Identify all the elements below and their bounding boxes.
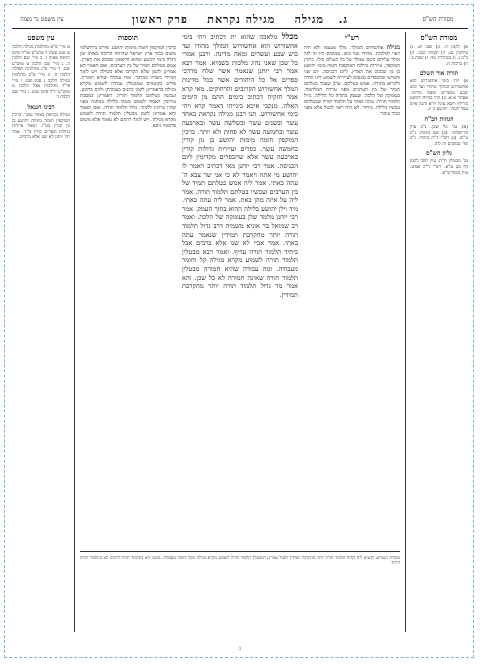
tosafot-column: [80, 32, 176, 547]
right-margin-sub3: גליון הש"ס: [426, 150, 452, 158]
gemara-text-block: [182, 32, 298, 547]
header-chapter: פרק ראשון: [131, 12, 188, 26]
left-margin-sub: רבינו חננאל: [27, 103, 55, 111]
tosafot-title: תוספות: [118, 33, 138, 42]
right-margin-sub2: הגהות הב"ח: [424, 115, 454, 123]
gemara-lead: מכלל: [281, 32, 298, 41]
page-header: [12, 10, 468, 29]
right-margin-title: מסורת הש"ס: [420, 33, 458, 42]
right-margin-text4: גמ' מבטלין ת"ת. עיין תוס' לקמן דף כט ע"א. רש"י ד"ה אמש. עיין במהרש"א.: [410, 159, 468, 176]
rashi-column: [304, 32, 400, 547]
divider-footnotes: [80, 551, 400, 552]
gemara-text: מלאכה שהוא ית דכתיב ויהי בימי אחשורוש הוא אחשורוש המולך מהודו ועד כוש שבע ועשרים ומאה מדינה. ורבנן אמרי כל שכן שאני נהיג מלכות בשמיא. אמר רבא אמר רבי יוחנן שנאמר אשר שלח מרדכי ספרים אל כל היהודים אשר בכל מדינות המלך אחשורוש הקרובים והרחוקים. מאי קרא אמר חזקיה דכתיב בימים ההם מן הימים האלה. מנקבי איכא בינייהו דאמר קרא ויהי בימי אחשורוש. תנו רבנן מגילה נקראת באחד עשר ובשנים עשר ובשלשה עשר ובארבעה עשר ובחמשה עשר לא פחות ולא יותר. כרכין המוקפין חומה מימות יהושע בן נון קורין בחמשה עשר. כפרים ועיירות גדולות קורין בארבעה עשר אלא שהכפרים מקדימין ליום הכניסה. אמר רבי יוחנן מאי דכתיב ויאמר לו יהושע מי אתה ויאמר לא כי אני שר צבא ה' עתה באתי. אמר ליה אמש בטלתם תמיד של בין הערבים ועכשיו בטלתם תלמוד תורה. אמר ליה על איזה מהן באת. אמר ליה עתה באתי. מיד וילן יהושע בלילה ההוא בתוך העמק. אמר רבי יוחנן מלמד שלן בעומקה של הלכה. ואמר רב שמואל בר אוניא משמיה דרב גדול תלמוד תורה יותר מהקרבת תמידין שנאמר עתה באתי. אמר אביי לא שנו אלא ברבים אבל ביחיד תלמוד תורה עדיף. ואמר רבא מבטלין תלמוד תורה לשמוע מקרא מגילה קל וחומר מעבודה. ומה עבודה שהיא חמורה מבטלין תלמוד תורה שאינה חמורה לא כל שכן. והא אמר מר גדול תלמוד תורה יותר מהקרבת תמידין.: [182, 33, 298, 299]
header-left-label: עין משפט נר מצוה: [20, 15, 64, 23]
divider-right: [405, 32, 406, 632]
header-title-block: [72, 13, 408, 26]
header-page-label: ג.: [338, 12, 349, 26]
tosafot-text: כרכין המוקפין חומה מימות יהושע. פירש בירושלמי משום כבוד ארץ ישראל שהיתה חריבה באותו זמן ותלה בימי יהושע שהוא הראשון שכבש את הארץ. אמש בטלתם תמיד של בין הערבים. ואם תאמר הא אמרינן לקמן שלא הקריבו אלא בשילה ויש לומר דמיירי כשהיו במדבר. ומה עבודה שהיא חמורה. פירש בקונטרס שמבטלין עבודה לשמוע מקרא מגילה כדאמרינן לקמן כהנים בעבודתן ולוים בדוכנן. ועכשיו בטלתם תלמוד תורה. דאמרינן במסכת עירובין דאסור לשמש מטתו בלילה במחנה מפני שהיו צריכין ללמוד. גדול תלמוד תורה. ואם תאמר והא אמרינן לקמן מבטלין תלמוד תורה לשמוע מקרא מגילה. ויש לומר דהתם לא נאמר אלא משום פרסומי ניסא.: [80, 45, 176, 129]
page-number: ג: [239, 646, 241, 652]
footnotes-text: מסורת הגמרא: וקשיא ליה דגדול תלמוד תורה יותר מהקרבת תמידין ולעיל אמרינן דמבטלין תלמוד תורה לשמוע מקרא מגילה מקל וחומר מעבודה. ומשני הא בתלמוד תורה דרבים הא בתלמוד תורה דיחיד.: [80, 555, 400, 566]
right-margin-text3: (א) גמ' כל שכן. נ"ב עיין בירושלמי. (ב) שם בימות. נ"ב ע"ש. (ג) רש"י ד"ה מהודו. נ"ב ופי' סמוכים זה לזה.: [410, 124, 468, 147]
header-tractate: מגילה: [294, 12, 325, 26]
footnotes-block: [80, 555, 400, 633]
left-margin-title: עין משפט: [27, 33, 55, 42]
rashi-title: רש"י: [345, 33, 359, 42]
talmud-page: [12, 10, 468, 654]
right-margin-sub: תורה אור השלם: [419, 70, 459, 78]
header-title: מגילה נקראת: [207, 12, 276, 26]
rashi-lead: מגילה: [386, 44, 400, 51]
right-margin: [410, 32, 468, 632]
header-right-label: מסורת הש"ס: [422, 15, 454, 23]
rashi-text: אחשורוש המולך. מלך מעצמו ולא היה ראוי למלכות. מהודו ועד כוש. סמוכים היו זה לזה ומלך עליהם כשם שמלך על כל העולם כולו. כרכין המוקפין. עיירות גדולות המוקפות חומה מימי יהושע בן נון שכבש את הארץ. ליום הכניסה. יום שני וחמישי שהכפרים נכנסים לעיירות לשמוע דיני תורה ולקרוא בתורה. אמש בטלתם. ערב שעבר בטלתם תמיד של בין הערבים מפני טרדת המלחמה. בעומקה של הלכה. שעסק בתורה כל הלילה. גדול תלמוד תורה. עתה באתי על תלמוד תורה שבטלתם עכשיו בלילה. ביחיד. לא היה ראוי לבטל אלא מפני כבוד ציבור.: [304, 45, 400, 117]
right-margin-text2: א) ויהי בימי אחשורוש הוא אחשורוש המולך מהודו ועד כוש שבע ועשרים ומאה מדינה. אסתר א א. ב) ויהי בהיות יהושע ביריחו וישא עיניו וירא והנה איש עמד לנגדו. יהושע ה יג.: [410, 79, 468, 113]
divider-left: [74, 32, 75, 632]
left-margin: [12, 32, 70, 632]
left-margin-text: א מיי' פ"א מהלכות מגילה הלכה א סמג עשין ד טוש"ע או"ח סימן תרפח סעיף ו. ב מיי' שם הלכה ה. ג מיי' שם הלכה ט טוש"ע שם. ד מיי' פ"ג מהלכות תפילה הלכה ח. ה מיי' פ"ב מהלכות מגילה הלכה ג סמג שם. ו מיי' פי"ד מהלכות אבל הלכה ט טוש"ע יו"ד סימן שמג. ז מיי' שם הלכה ד.: [12, 45, 70, 101]
right-margin-text: א) לקמן ה. ב) שם יט. ג) עירובין סג: ד) יבמות קכב. ה) ב"ב ג. ו) סנהדרין מד: ז) שבת כ. ח) ברכות ח.: [410, 45, 468, 67]
left-margin-text2: מגילה נקראת באחד עשר. כרכין המוקפין חומה מימות יהושע בן נון קורין בט"ו. ושאר עיירות גדולות וכפרים קורין בי"ד. אמר רבי יוחנן לא שנו אלא ברבים.: [12, 112, 70, 141]
